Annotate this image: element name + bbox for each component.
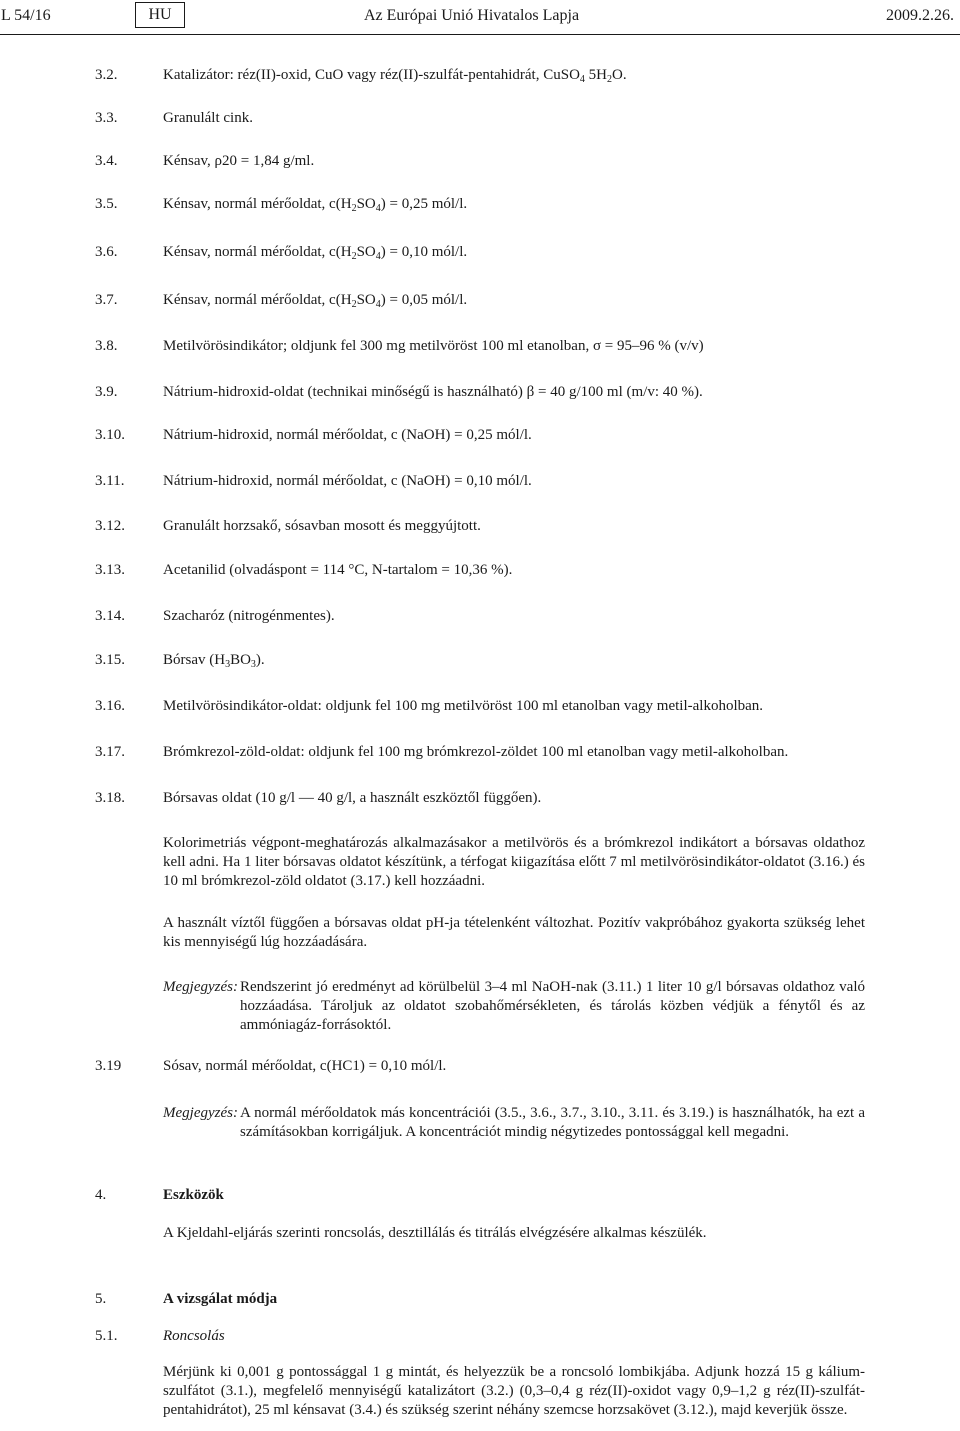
item-number: 3.12. — [95, 518, 125, 534]
item-text: Bórsavas oldat (10 g/l — 40 g/l, a használt eszköztől függően). — [163, 790, 542, 806]
page-header — [0, 0, 960, 30]
item-number: 3.19 — [95, 1058, 122, 1074]
item-text: Sósav, normál mérőoldat, c(HC1) = 0,10 mól/l. — [163, 1058, 447, 1074]
section-number: 5. — [95, 1291, 107, 1307]
item-text: Acetanilid (olvadáspont = 114 °C, N-tartalom = 10,36 %). — [163, 562, 513, 578]
section-body: A Kjeldahl-eljárás szerinti roncsolás, desztillálás és titrálás elvégzésére alkalmas készülék. — [163, 1225, 707, 1241]
item-number: 3.4. — [95, 153, 118, 169]
item-number: 3.10. — [95, 427, 125, 443]
section-title: Eszközök — [163, 1187, 224, 1203]
page-reference: L 54/16 — [1, 7, 51, 24]
subsection-body: Mérjünk ki 0,001 g pontossággal 1 g mintát, és helyezzük be a roncsoló lombikjába. Adjunk hozzá 15 g kálium-szulfátot (3.1.), megfelelő mennyiségű katalizátort (3.2.) (0,3–0,4 g réz(II)-oxidot vagy 0,9–1,2 g réz(II)-szulfát-pentahidrátot), 25 ml kénsavat (3.4.) és szükség szerint néhány szemcse horzsakövet (3.12.), majd keverjük össze. — [163, 1364, 865, 1418]
item-text: Nátrium-hidroxid, normál mérőoldat, c (NaOH) = 0,25 mól/l. — [163, 427, 532, 443]
publication-date: 2009.2.26. — [886, 7, 954, 24]
item-number: 3.15. — [95, 652, 125, 668]
item-number: 3.6. — [95, 244, 118, 260]
item-text: Granulált horzsakő, sósavban mosott és meggyújtott. — [163, 518, 481, 534]
subsection-number: 5.1. — [95, 1328, 118, 1344]
item-text: Bórsav $(H_3BO_3)$. — [163, 652, 265, 670]
note-label: Megjegyzés: — [163, 1105, 238, 1121]
note-label: Megjegyzés: — [163, 979, 238, 995]
item-number: 3.17. — [95, 744, 125, 760]
item-text: Metilvörösindikátor; oldjunk fel 300 mg metilvöröst 100 ml etanolban, σ = 95–96 % (v/v) — [163, 338, 704, 354]
item-text: Szacharóz (nitrogénmentes). — [163, 608, 335, 624]
journal-title: Az Európai Unió Hivatalos Lapja — [364, 7, 580, 24]
item-text: Nátrium-hidroxid, normál mérőoldat, c (NaOH) = 0,10 mól/l. — [163, 473, 532, 489]
item-number: 3.9. — [95, 384, 118, 400]
item-text: Kénsav, normál mérőoldat, $c(H_2SO_4) = 0,25$ mól/l. — [163, 196, 468, 214]
item-text: Kénsav, normál mérőoldat, $c(H_2SO_4) = 0,05$ mól/l. — [163, 292, 468, 310]
item-number: 3.7. — [95, 292, 118, 308]
item-text: Nátrium-hidroxid-oldat (technikai minőségű is használható) β = 40 g/100 ml (m/v: 40 %). — [163, 384, 703, 400]
note-text: A normál mérőoldatok más koncentrációi (3.5., 3.6., 3.7., 3.10., 3.11. és 3.19.) is használhatók, ha ezt a számításokban korrigáljuk. A koncentrációt mindig négytizedes pontossággal kell megadni. — [240, 1105, 865, 1140]
item-number: 3.16. — [95, 698, 125, 714]
note-text: Rendszerint jó eredményt ad körülbelül 3–4 ml NaOH-nak (3.11.) 1 liter 10 g/l bórsavas oldathoz való hozzáadása. Tároljuk az oldatot szobahőmérsékleten, és tárolás közben védjük a fénytől és az ammóniagáz-forrásoktól. — [240, 979, 865, 1033]
item-number: 3.13. — [95, 562, 125, 578]
item-number: 3.11. — [95, 473, 125, 489]
section-number: 4. — [95, 1187, 107, 1203]
item-number: 3.2. — [95, 67, 118, 83]
item-number: 3.8. — [95, 338, 118, 354]
paragraph-water-ph: A használt víztől függően a bórsavas oldat pH-ja tételenként változhat. Pozitív vakpróbához gyakorta szükség lehet kis mennyiségű lúg hozzáadására. — [163, 915, 865, 950]
paragraph-colorimetric: Kolorimetriás végpont-meghatározás alkalmazásakor a metilvörös és a brómkrezol indikátort a bórsavas oldathoz kell adni. Ha 1 liter bórsavas oldatot készítünk, a térfogat kiigazítása előtt 7 ml metilvörösindikátor-oldatot (3.16.) és 10 ml brómkrezol-zöld oldatot (3.17.) kell hozzáadni. — [163, 835, 865, 889]
item-number: 3.14. — [95, 608, 125, 624]
item-number: 3.18. — [95, 790, 125, 806]
item-text: Katalizátor: réz(II)-oxid, CuO vagy réz(II)-szulfát-pentahidrát, CuSO$_4$ $5H_2O$. — [163, 67, 627, 85]
item-text: Metilvörösindikátor-oldat: oldjunk fel 100 mg metilvöröst 100 ml etanolban vagy metil-alkoholban. — [163, 698, 764, 714]
item-text: Granulált cink. — [163, 110, 253, 126]
item-number: 3.3. — [95, 110, 118, 126]
section-title: A vizsgálat módja — [163, 1291, 278, 1307]
item-text: Kénsav, ρ20 = 1,84 g/ml. — [163, 153, 315, 169]
item-text: Kénsav, normál mérőoldat, $c(H_2SO_4) = 0,10$ mól/l. — [163, 244, 468, 262]
item-number: 3.5. — [95, 196, 118, 212]
language-code-box: HU — [135, 2, 185, 28]
subsection-title: Roncsolás — [163, 1328, 225, 1344]
item-text: Brómkrezol-zöld-oldat: oldjunk fel 100 mg brómkrezol-zöldet 100 ml etanolban vagy metil-alkoholban. — [163, 744, 789, 760]
header-rule — [0, 34, 960, 35]
